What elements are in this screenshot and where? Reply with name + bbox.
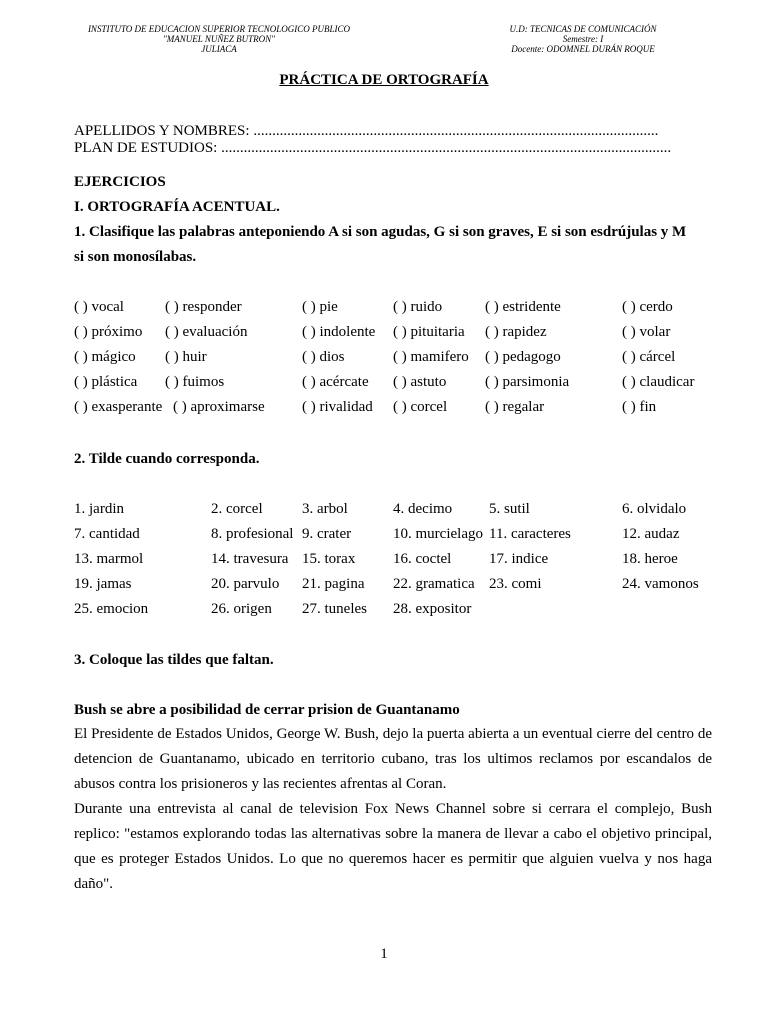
word-item: 21. pagina bbox=[302, 576, 365, 592]
word-item: 5. sutil bbox=[489, 501, 530, 517]
word-item: 11. caracteres bbox=[489, 526, 571, 542]
course-teacher: Docente: ODOMNEL DURÁN ROQUE bbox=[511, 44, 655, 54]
word-item: ( ) rapidez bbox=[485, 324, 547, 340]
word-item: ( ) huir bbox=[165, 349, 207, 365]
word-item: ( ) plástica bbox=[74, 374, 138, 390]
word-item: ( ) astuto bbox=[393, 374, 447, 390]
word-item: ( ) fin bbox=[622, 399, 657, 415]
word-row bbox=[74, 324, 714, 349]
word-item: 28. expositor bbox=[393, 601, 472, 617]
word-row bbox=[74, 501, 714, 526]
word-item: ( ) exasperante bbox=[74, 399, 163, 415]
article-paragraph: El Presidente de Estados Unidos, George W. Bush, dejo la puerta abierta a un eventual cierre del centro de detencion de Guantanamo, ubicado en territorio cubano, tras los ultimos reclamos por escandalos de abusos contra los prisioneros y las recientes afrentas al Coran. bbox=[74, 726, 712, 792]
word-item: 19. jamas bbox=[74, 576, 132, 592]
word-item: 13. marmol bbox=[74, 551, 144, 567]
word-item: ( ) próximo bbox=[74, 324, 143, 340]
section3-heading: 3. Coloque las tildes que faltan. bbox=[74, 652, 274, 668]
word-item: ( ) mágico bbox=[74, 349, 136, 365]
word-item: ( ) evaluación bbox=[165, 324, 248, 340]
word-item: 6. olvidalo bbox=[622, 501, 687, 517]
institution-city: JULIACA bbox=[201, 44, 237, 54]
institution-header bbox=[74, 24, 364, 54]
word-item: ( ) acércate bbox=[302, 374, 369, 390]
word-item: 20. parvulo bbox=[211, 576, 280, 592]
article-paragraph: Durante una entrevista al canal de television Fox News Channel sobre si cerrara el complejo, Bush replico: "estamos explorando todas las alternativas sobre la manera de llevar a cabo el objetivo principal, que es proteger Estados Unidos. Lo que no queremos hacer es permitir que alguien vuelva y nos haga daño". bbox=[74, 801, 712, 892]
word-item: 23. comi bbox=[489, 576, 542, 592]
name-field-label: APELLIDOS Y NOMBRES: bbox=[74, 123, 254, 139]
word-item: ( ) aproximarse bbox=[173, 399, 265, 415]
name-field bbox=[74, 123, 658, 140]
classification-word-grid bbox=[74, 299, 714, 424]
word-item: ( ) parsimonia bbox=[485, 374, 570, 390]
word-item: ( ) corcel bbox=[393, 399, 448, 415]
section1-instruction-line1: 1. Clasifique las palabras anteponiendo A si son agudas, G si son graves, E si son esdrújulas y M bbox=[74, 224, 687, 240]
course-header bbox=[488, 24, 678, 54]
section1-heading: I. ORTOGRAFÍA ACENTUAL. bbox=[74, 199, 280, 215]
page-number: 1 bbox=[380, 946, 388, 962]
word-row bbox=[74, 576, 714, 601]
word-item: 25. emocion bbox=[74, 601, 149, 617]
word-item: 17. indice bbox=[489, 551, 549, 567]
word-item: 8. profesional bbox=[211, 526, 294, 542]
study-plan-field bbox=[74, 140, 671, 157]
section1-instruction-line2: si son monosílabas. bbox=[74, 249, 197, 265]
section2-heading: 2. Tilde cuando corresponda. bbox=[74, 451, 260, 467]
word-item: 4. decimo bbox=[393, 501, 453, 517]
study-plan-field-label: PLAN DE ESTUDIOS: bbox=[74, 140, 222, 156]
accent-word-grid bbox=[74, 501, 714, 626]
word-item: 22. gramatica bbox=[393, 576, 475, 592]
word-row bbox=[74, 526, 714, 551]
word-row bbox=[74, 349, 714, 374]
word-item: ( ) ruido bbox=[393, 299, 443, 315]
word-item: 9. crater bbox=[302, 526, 352, 542]
word-item: ( ) mamifero bbox=[393, 349, 469, 365]
word-item: ( ) pedagogo bbox=[485, 349, 561, 365]
word-item: 12. audaz bbox=[622, 526, 680, 542]
word-item: 18. heroe bbox=[622, 551, 678, 567]
course-semester: Semestre: I bbox=[562, 34, 604, 44]
institution-name: INSTITUTO DE EDUCACION SUPERIOR TECNOLOGICO PUBLICO bbox=[87, 24, 351, 34]
page-title: PRÁCTICA DE ORTOGRAFÍA bbox=[279, 72, 489, 88]
word-item: ( ) vocal bbox=[74, 299, 124, 315]
word-row bbox=[74, 374, 714, 399]
word-item: ( ) pie bbox=[302, 299, 338, 315]
word-item: 24. vamonos bbox=[622, 576, 699, 592]
word-item: 10. murcielago bbox=[393, 526, 483, 542]
word-item: ( ) indolente bbox=[302, 324, 376, 340]
study-plan-field-dots: ........................................................................................................................ bbox=[221, 140, 672, 156]
word-item: ( ) responder bbox=[165, 299, 242, 315]
article-body bbox=[74, 722, 712, 897]
exercises-heading: EJERCICIOS bbox=[74, 174, 166, 190]
word-item: ( ) volar bbox=[622, 324, 671, 340]
word-item: 7. cantidad bbox=[74, 526, 140, 542]
word-item: ( ) cárcel bbox=[622, 349, 676, 365]
word-item: 26. origen bbox=[211, 601, 272, 617]
word-item: ( ) estridente bbox=[485, 299, 561, 315]
word-item: ( ) rivalidad bbox=[302, 399, 373, 415]
institution-subname: "MANUEL NUÑEZ BUTRON" bbox=[163, 34, 275, 44]
word-item: ( ) claudicar bbox=[622, 374, 695, 390]
word-item: 3. arbol bbox=[302, 501, 348, 517]
word-row bbox=[74, 551, 714, 576]
word-item: 1. jardin bbox=[74, 501, 124, 517]
word-item: 15. torax bbox=[302, 551, 356, 567]
word-row bbox=[74, 601, 714, 626]
word-item: ( ) regalar bbox=[485, 399, 545, 415]
word-item: ( ) dios bbox=[302, 349, 345, 365]
course-unit: U.D: TECNICAS DE COMUNICACIÓN bbox=[509, 24, 657, 34]
word-item: ( ) pituitaria bbox=[393, 324, 465, 340]
word-item: ( ) fuimos bbox=[165, 374, 225, 390]
word-row bbox=[74, 299, 714, 324]
article-title: Bush se abre a posibilidad de cerrar prision de Guantanamo bbox=[74, 702, 460, 718]
word-item: 2. corcel bbox=[211, 501, 263, 517]
name-field-dots: ............................................................................................................ bbox=[253, 123, 659, 139]
word-item: 27. tuneles bbox=[302, 601, 367, 617]
word-item: 16. coctel bbox=[393, 551, 452, 567]
word-row bbox=[74, 399, 714, 424]
word-item: 14. travesura bbox=[211, 551, 289, 567]
word-item: ( ) cerdo bbox=[622, 299, 673, 315]
